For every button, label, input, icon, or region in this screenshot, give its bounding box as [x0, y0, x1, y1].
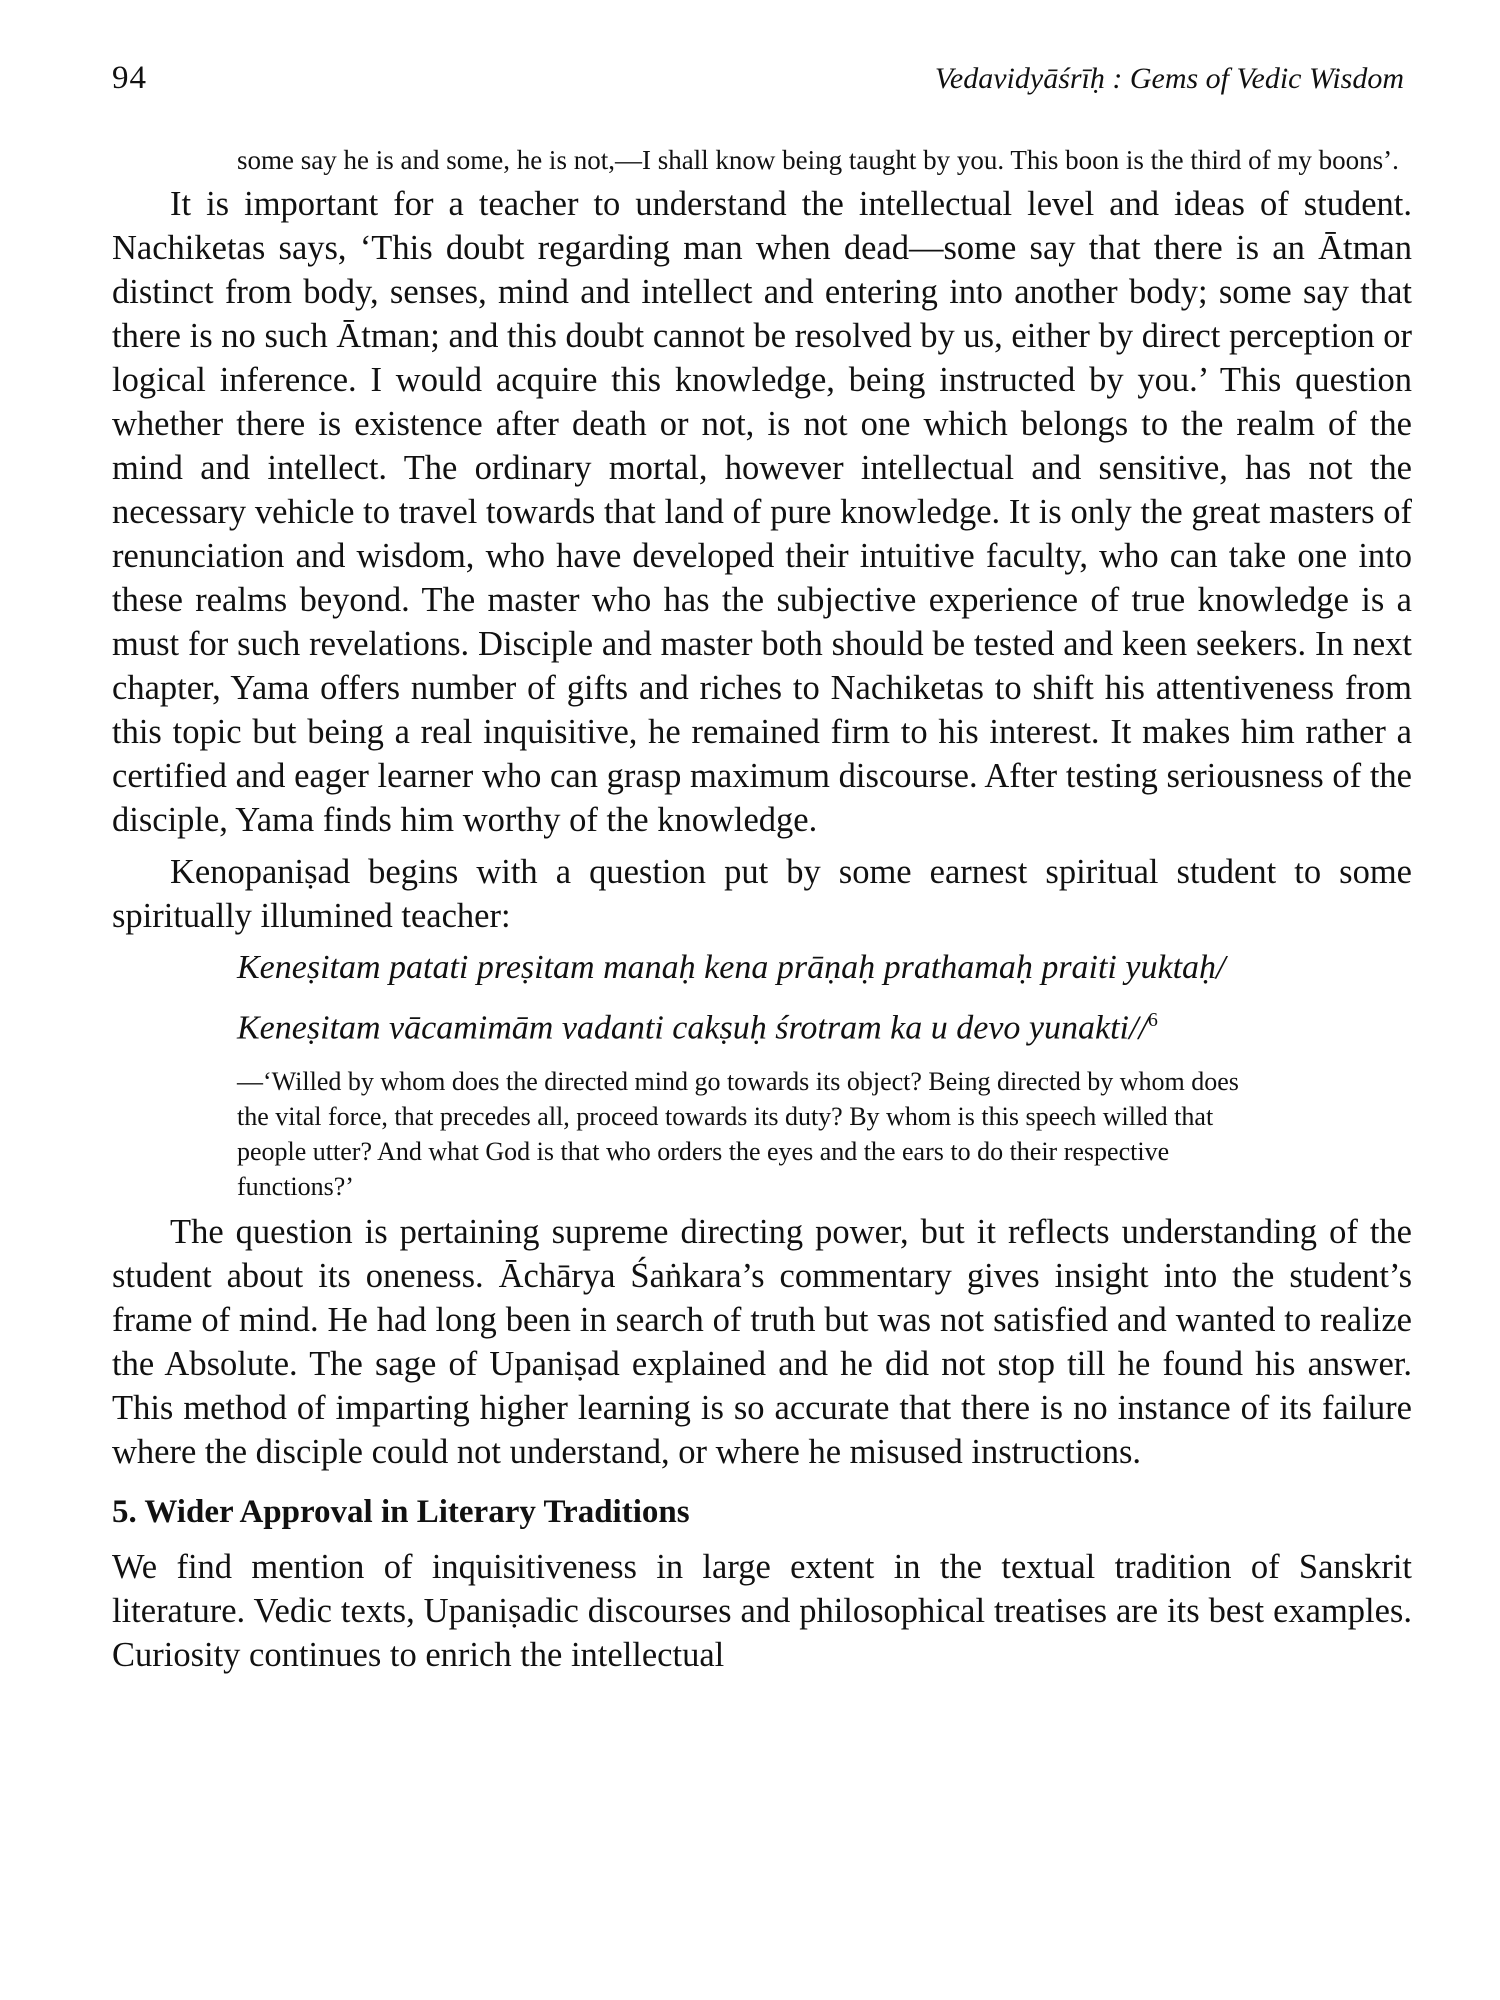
body-paragraph-3: The question is pertaining supreme directing power, but it reflects understanding of the student about its oneness. Āchārya Śaṅkara’s commentary gives insight into the student’s frame of mind. He had long been in search of truth but was not satisfied and wanted to realize the Absolute. The sage of Upaniṣad explained and he did not stop till he found his answer. This method of imparting higher learning is so accurate that there is no instance of its failure where the disciple could not understand, or where he misused instructions. — [112, 1213, 1412, 1472]
running-header — [112, 60, 1412, 108]
block-quote-continuation: some say he is and some, he is not,—I shall know being taught by you. This boon is the third of my boons’. — [237, 145, 1399, 175]
footnote-reference: 6 — [1147, 1009, 1158, 1031]
body-paragraph-1: It is important for a teacher to understand the intellectual level and ideas of student. Nachiketas says, ‘This doubt regarding man when dead—some say that there is an Ātman distinct from body, senses, mind and intellect and entering into another body; some say that there is no such Ātman; and this doubt cannot be resolved by us, either by direct perception or logical inference. I would acquire this knowledge, being instructed by you.’ This question whether there is existence after death or not, is not one which belongs to the realm of the mind and intellect. The ordinary mortal, however intellectual and sensitive, has not the necessary vehicle to travel towards that land of pure knowledge. It is only the great masters of renunciation and wisdom, who have developed their intuitive faculty, who can take one into these realms beyond. The master who has the subjective experience of true knowledge is a must for such revelations. Disciple and master both should be tested and keen seekers. In next chapter, Yama offers number of gifts and riches to Nachiketas to shift his attentiveness from this topic but being a real inquisitive, he remained firm to his interest. It makes him rather a certified and eager learner who can grasp maximum discourse. After testing seriousness of the disciple, Yama finds him worthy of the knowledge. — [112, 185, 1412, 839]
verse-translation: —‘Willed by whom does the directed mind go towards its object? Being directed by whom does the vital force, that precedes all, proceed towards its duty? By whom is this speech willed that people utter? And what God is that who orders the eyes and the ears to do their respective functions?’ — [237, 1067, 1239, 1202]
sanskrit-verse — [112, 942, 1412, 1054]
section-heading: 5. Wider Approval in Literary Traditions — [112, 1494, 690, 1531]
verse-line-2 — [237, 994, 1412, 1054]
verse-line-1: Keneṣitam patati preṣitam manaḥ kena prāṇaḥ prathamaḥ praiti yuktaḥ/ — [237, 949, 1226, 986]
page-number: 94 — [112, 60, 147, 96]
book-page — [112, 60, 1412, 1677]
section-paragraph: We find mention of inquisitiveness in large extent in the textual tradition of Sanskrit literature. Vedic texts, Upaniṣadic discourses and philosophical treatises are its best examples. Curiosity continues to enrich the intellectual — [112, 1548, 1412, 1675]
verse-line-2-text: Keneṣitam vācamimām vadanti cakṣuḥ śrotram ka u devo yunakti// — [237, 1009, 1148, 1047]
running-title: Vedavidyāśrīḥ : Gems of Vedic Wisdom — [934, 62, 1404, 95]
body-paragraph-2: Kenopaniṣad begins with a question put by some earnest spiritual student to some spiritually illumined teacher: — [112, 853, 1412, 935]
